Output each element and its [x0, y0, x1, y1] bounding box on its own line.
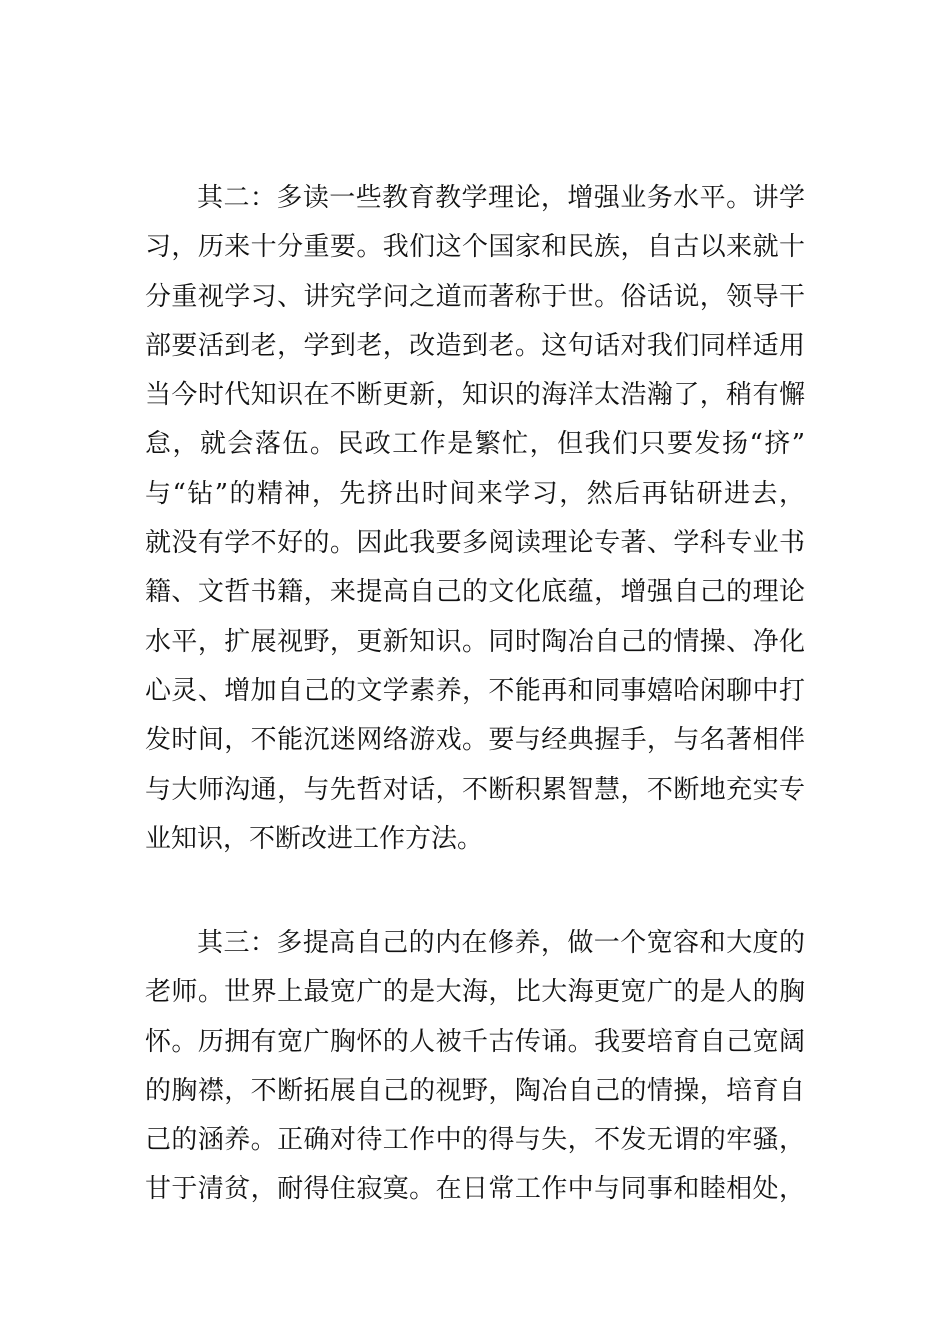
- text-line: 怀。历拥有宽广胸怀的人被千古传诵。我要培育自己宽阔: [145, 1026, 805, 1057]
- paragraph-study-theory: [145, 174, 805, 864]
- text-line: 习，历来十分重要。我们这个国家和民族，自古以来就十: [145, 232, 805, 263]
- text-line: 分重视学习、讲究学问之道而著称于世。俗话说，领导干: [145, 281, 805, 312]
- text-line: 己的涵养。正确对待工作中的得与失，不发无谓的牢骚，: [145, 1125, 805, 1156]
- text-line: 发时间，不能沉迷网络游戏。要与经典握手，与名著相伴: [145, 725, 805, 756]
- text-line: 老师。世界上最宽广的是大海，比大海更宽广的是人的胸: [145, 977, 805, 1008]
- text-line: 怠，就会落伍。民政工作是繁忙，但我们只要发扬“挤”: [145, 429, 805, 460]
- paragraph-inner-cultivation: [145, 919, 805, 1215]
- text-line: 甘于清贫，耐得住寂寞。在日常工作中与同事和睦相处，: [145, 1174, 805, 1205]
- text-line: 业知识，不断改进工作方法。: [145, 823, 484, 854]
- text-line: 部要活到老，学到老，改造到老。这句话对我们同样适用: [145, 330, 805, 361]
- text-line: 籍、文哲书籍，来提高自己的文化底蕴，增强自己的理论: [145, 577, 805, 608]
- text-line: 其二：多读一些教育教学理论，增强业务水平。讲学: [197, 183, 805, 213]
- text-line: 当今时代知识在不断更新，知识的海洋太浩瀚了，稍有懈: [145, 380, 805, 411]
- text-line: 水平，扩展视野，更新知识。同时陶冶自己的情操、净化: [145, 626, 805, 657]
- text-line: 其三：多提高自己的内在修养，做一个宽容和大度的: [197, 928, 805, 958]
- text-line: 与“钻”的精神，先挤出时间来学习，然后再钻研进去，: [145, 478, 805, 509]
- text-line: 就没有学不好的。因此我要多阅读理论专著、学科专业书: [145, 528, 805, 559]
- text-line: 与大师沟通，与先哲对话，不断积累智慧，不断地充实专: [145, 774, 805, 805]
- text-line: 的胸襟，不断拓展自己的视野，陶冶自己的情操，培育自: [145, 1075, 805, 1106]
- text-line: 心灵、增加自己的文学素养，不能再和同事嬉哈闲聊中打: [145, 675, 805, 706]
